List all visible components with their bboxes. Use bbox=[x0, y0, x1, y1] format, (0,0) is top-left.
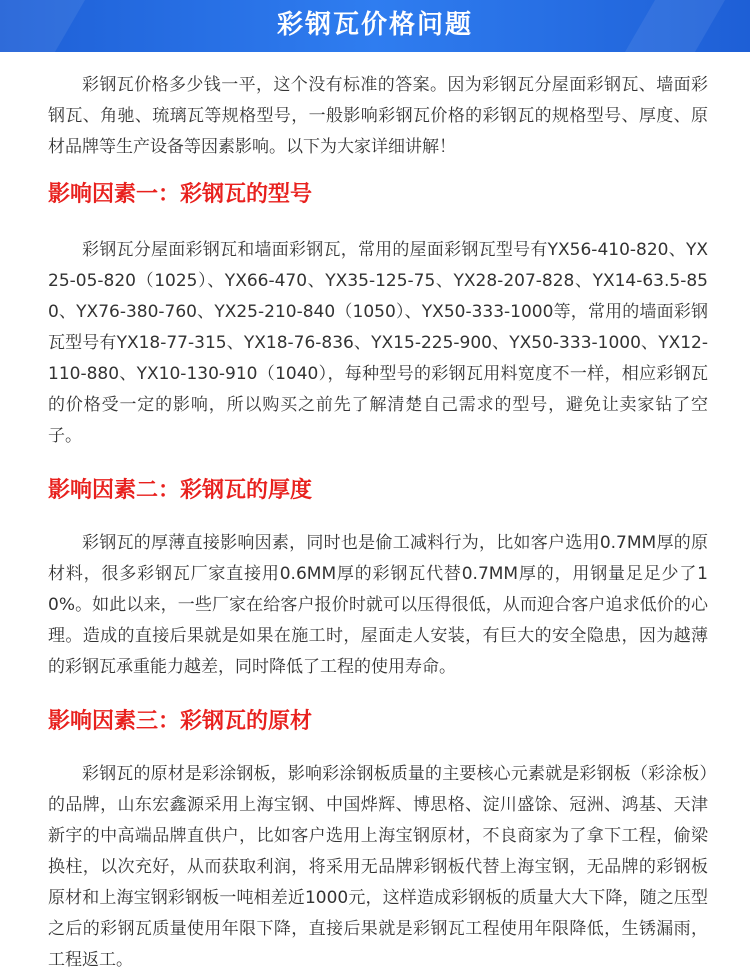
article-body bbox=[48, 70, 708, 976]
section-heading-model: 影响因素一：彩钢瓦的型号 bbox=[48, 182, 313, 207]
section-heading-thickness: 影响因素二：彩钢瓦的厚度 bbox=[48, 478, 313, 503]
title-banner bbox=[0, 0, 750, 52]
section-body-model: 彩钢瓦分屋面彩钢瓦和墙面彩钢瓦，常用的屋面彩钢瓦型号有YX56-410-820、YX25-05-820（1025）、YX66-470、YX35-125-75、YX28-207-828、YX14-63.5-850、YX76-380-760、YX25-210-840（1050）、YX50-333-1000等，常用的墙面彩钢瓦型号有YX18-77-315、YX18-76-836、YX15-225-900、YX50-333-1000、YX12-110-880、YX10-130-910（1040），每种型号的彩钢瓦用料宽度不一样，相应彩钢瓦的价格受一定的影响，所以购买之前先了解清楚自己需求的型号，避免让卖家钻了空子。 bbox=[48, 240, 708, 446]
section-body-material: 彩钢瓦的原材是彩涂钢板，影响彩涂钢板质量的主要核心元素就是彩钢板（彩涂板）的品牌，山东宏鑫源采用上海宝钢、中国烨辉、博思格、淀川盛馀、冠洲、鸿基、天津新宇的中高端品牌直供户，比如客户选用上海宝钢原材，不良商家为了拿下工程，偷梁换柱，以次充好，从而获取利润，将采用无品牌彩钢板代替上海宝钢，无品牌的彩钢板原材和上海宝钢彩钢板一吨相差近1000元，这样造成彩钢板的质量大大下降，随之压型之后的彩钢瓦质量使用年限下降，直接后果就是彩钢瓦工程使用年限降低，生锈漏雨，工程返工。 bbox=[48, 764, 708, 970]
section-body-thickness: 彩钢瓦的厚薄直接影响因素，同时也是偷工减料行为，比如客户选用0.7MM厚的原材料，很多彩钢瓦厂家直接用0.6MM厚的彩钢瓦代替0.7MM厚的，用钢量足足少了10%。如此以来，一些厂家在给客户报价时就可以压得很低，从而迎合客户追求低价的心理。造成的直接后果就是如果在施工时，屋面走人安装，有巨大的安全隐患，因为越薄的彩钢瓦承重能力越差，同时降低了工程的使用寿命。 bbox=[48, 533, 708, 677]
page-title: 彩钢瓦价格问题 bbox=[276, 10, 473, 40]
intro-paragraph: 彩钢瓦价格多少钱一平，这个没有标准的答案。因为彩钢瓦分屋面彩钢瓦、墙面彩钢瓦、角驰、琉璃瓦等规格型号，一般影响彩钢瓦价格的彩钢瓦的规格型号、厚度、原材品牌等生产设备等因素影响。以下为大家详细讲解！ bbox=[48, 75, 708, 157]
section-heading-material: 影响因素三：彩钢瓦的原材 bbox=[48, 709, 313, 734]
